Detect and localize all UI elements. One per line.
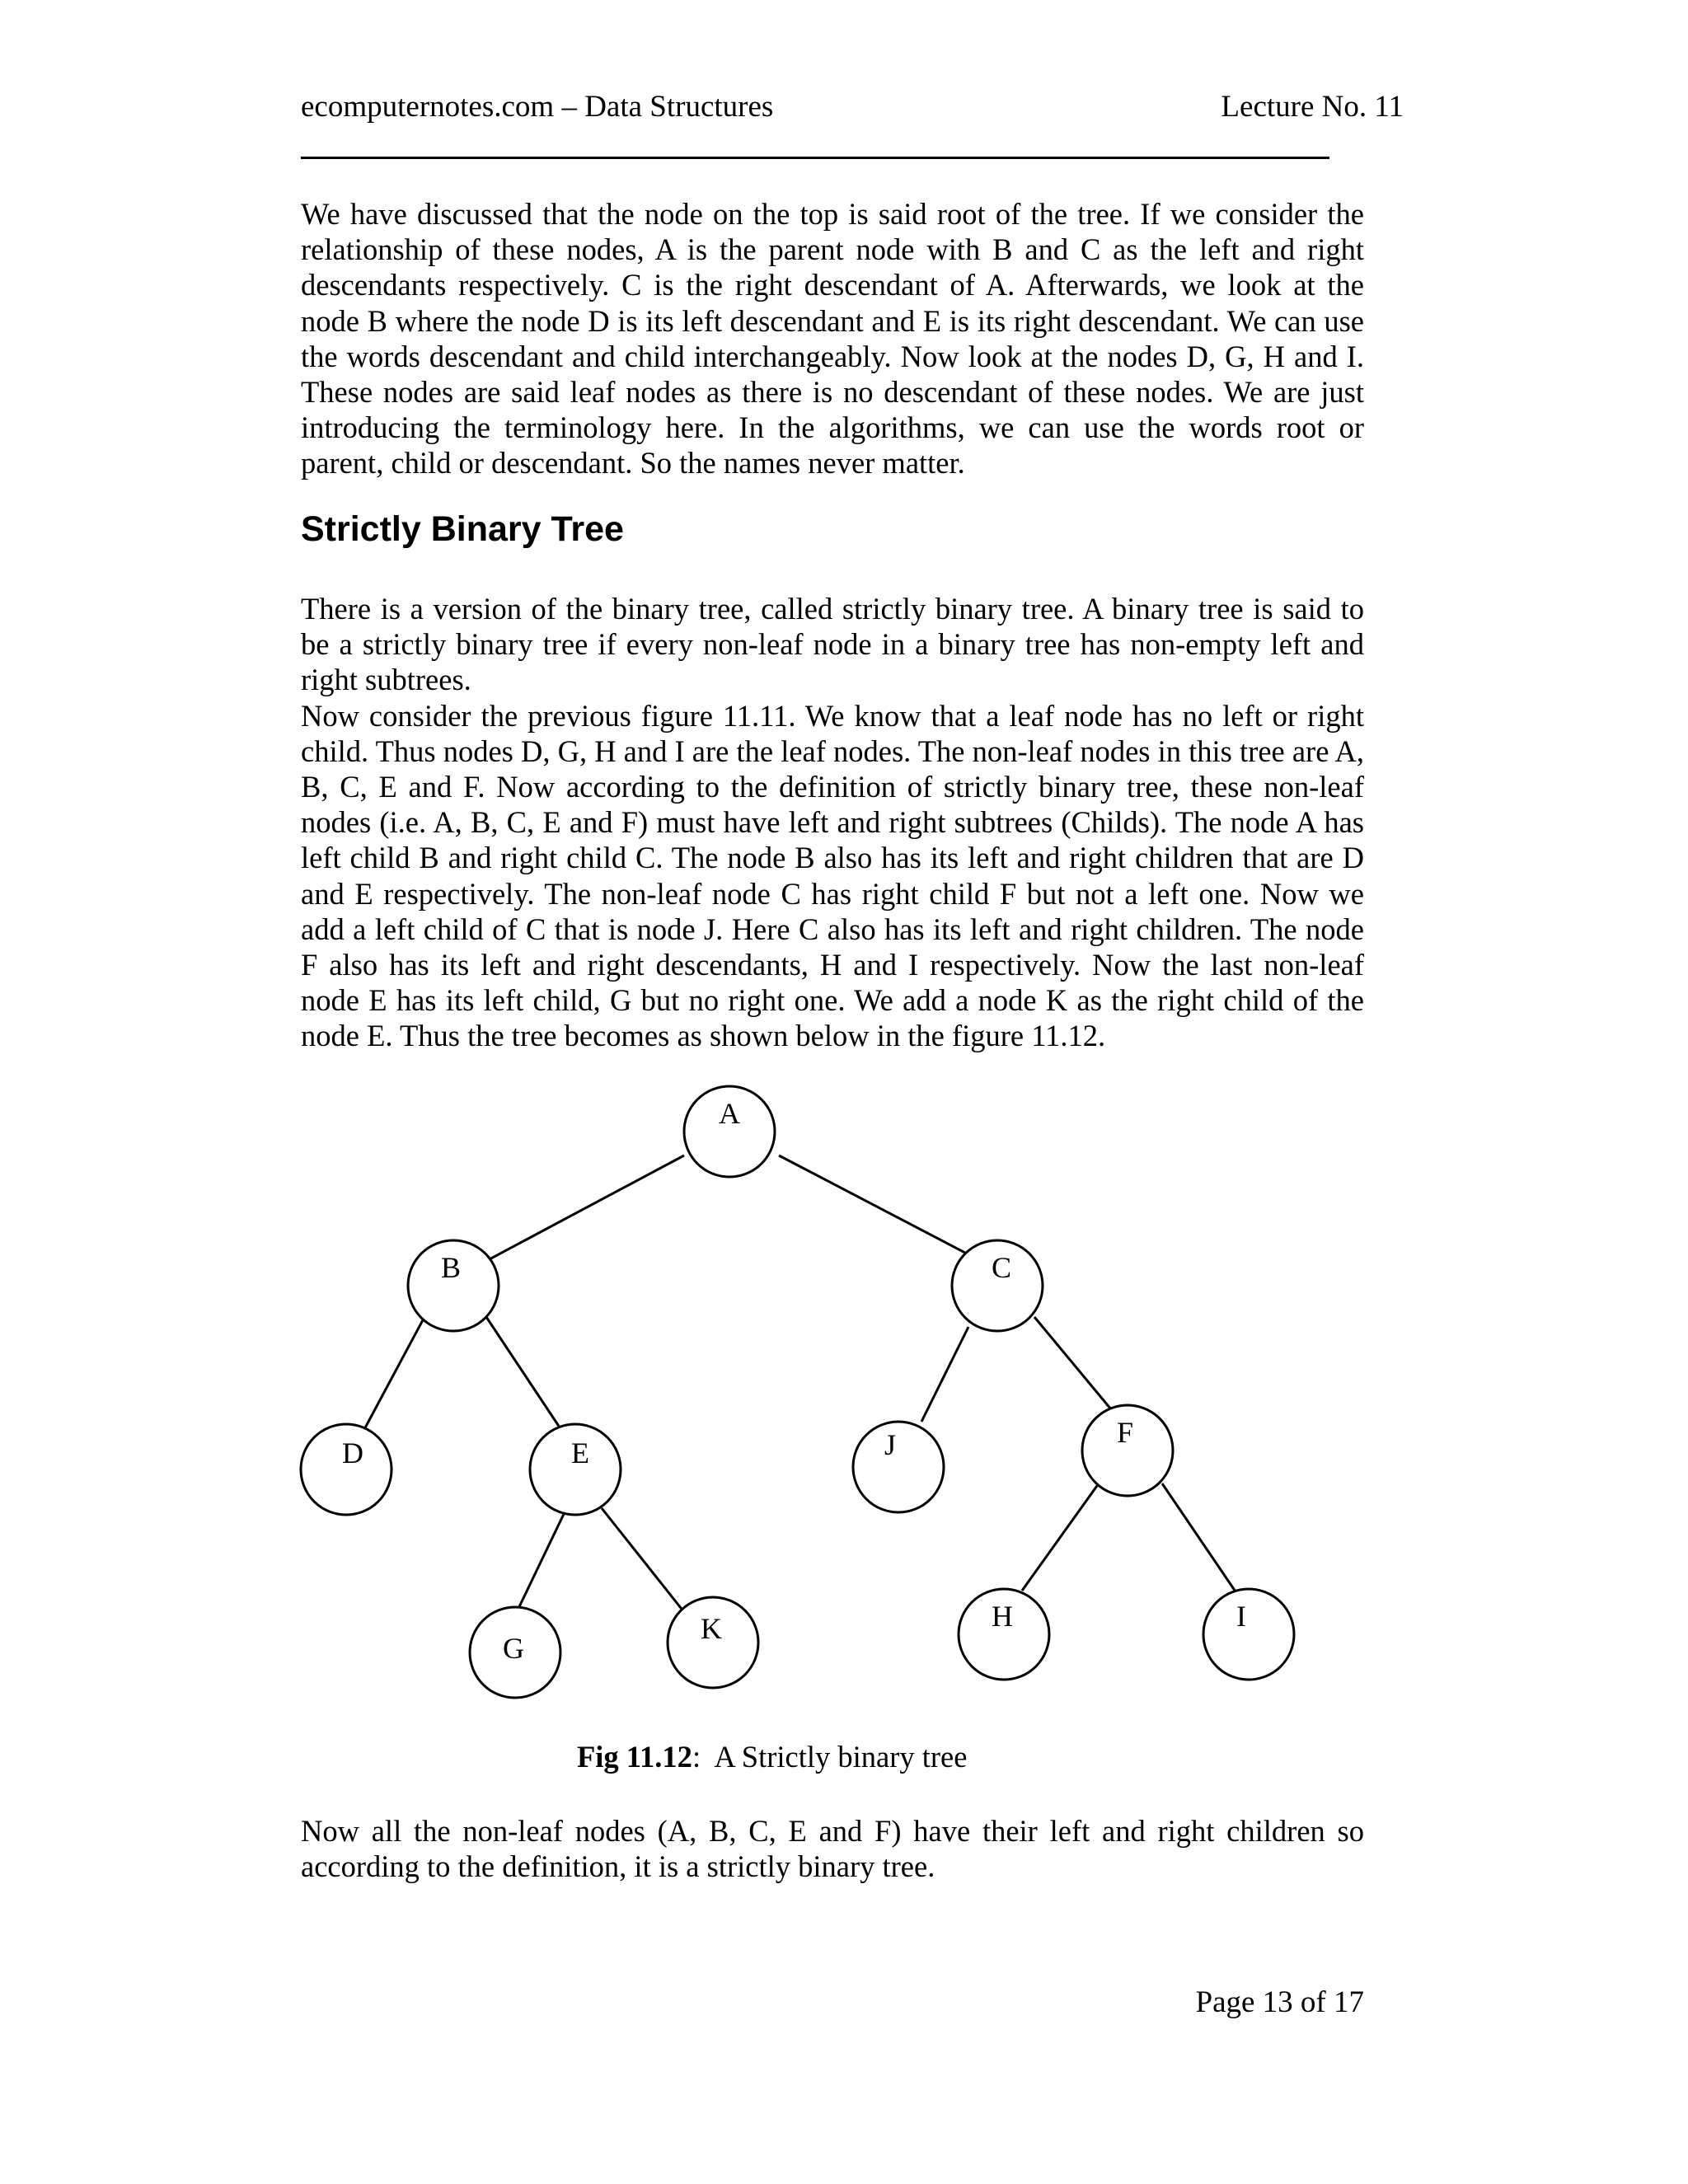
node-label-e: E (571, 1436, 589, 1469)
edge-a-c (779, 1155, 981, 1261)
edge-f-i (1162, 1483, 1240, 1599)
edge-a-b (486, 1155, 684, 1261)
node-label-c: C (992, 1251, 1012, 1284)
paragraph-explanation: Now consider the previous figure 11.11. We know that a leaf node has no left or right child. Thus nodes D, G, H and I are the leaf nodes. The non-leaf nodes in this tree are A, B, C, E and F. Now according to the definition of strictly binary tree, these non-leaf nodes (i.e. A, B, C, E and F) must have left and right subtrees (Childs). The node A has left child B and right child C. The node B also has its left and right children that are D and E respectively. The non-leaf node C has right child F but not a left one. Now we add a left child of C that is node J. Here C also has its left and right children. The node F also has its left and right descendants, H and I respectively. Now the last non-leaf node E has its left child, G but no right one. We add a node K as the right child of the node E. Thus the tree becomes as shown below in the figure 11.12. (301, 698, 1364, 1053)
node-label-d: D (342, 1436, 363, 1469)
tree-node-f (1082, 1405, 1173, 1496)
tree-node-c (952, 1240, 1043, 1331)
paragraph-terminology: We have discussed that the node on the top is said root of the tree. If we consider the relationship of these nodes, A is the parent node with B and C as the left and right descendants respectively. C is the right descendant of A. Afterwards, we look at the node B where the node D is its left descendant and E is its right descendant. We can use the words descendant and child interchangeably. Now look at the nodes D, G, H and I. These nodes are said leaf nodes as there is no descendant of these nodes. We are just introducing the terminology here. In the algorithms, we can use the words root or parent, child or descendant. So the names never matter. (301, 197, 1364, 480)
node-label-a: A (719, 1097, 740, 1130)
page-number: Page 13 of 17 (1195, 1985, 1364, 2019)
tree-node-j (853, 1422, 944, 1512)
figure-caption (577, 1739, 967, 1774)
node-label-b: B (441, 1251, 462, 1284)
section-heading: Strictly Binary Tree (301, 509, 624, 549)
node-label-g: G (503, 1632, 524, 1665)
tree-node-i (1203, 1589, 1294, 1680)
node-label-j: J (884, 1428, 897, 1461)
edge-b-d (363, 1317, 424, 1432)
edge-f-h (1022, 1483, 1099, 1591)
paragraph-conclusion: Now all the non-leaf nodes (A, B, C, E and F) have their left and right children so according to the definition, it is a strictly binary tree. (301, 1814, 1364, 1884)
tree-node-b (408, 1240, 499, 1331)
tree-node-k (668, 1597, 758, 1688)
node-label-h: H (992, 1600, 1013, 1633)
figure-caption-sep: : (692, 1740, 701, 1774)
tree-node-e (530, 1424, 621, 1515)
figure-caption-text: A Strictly binary tree (701, 1740, 968, 1774)
node-label-f: F (1117, 1416, 1134, 1449)
tree-node-a (684, 1086, 775, 1177)
node-label-k: K (701, 1612, 722, 1645)
paragraph-definition: There is a version of the binary tree, called strictly binary tree. A binary tree is said to be a strictly binary tree if every non-leaf node in a binary tree has non-empty left and right subtrees. (301, 592, 1364, 697)
node-label-i: I (1236, 1600, 1246, 1633)
edge-c-j (921, 1327, 968, 1422)
header-site-title: ecomputernotes.com – Data Structures (301, 90, 774, 124)
figure-caption-label: Fig 11.12 (577, 1740, 692, 1774)
edge-c-f (1034, 1317, 1111, 1409)
edge-b-e (486, 1317, 563, 1432)
tree-node-h (959, 1589, 1049, 1680)
edge-e-g (515, 1512, 565, 1615)
tree-node-d (301, 1424, 392, 1515)
tree-node-g (470, 1607, 560, 1698)
header-lecture-number: Lecture No. 11 (1221, 90, 1404, 124)
